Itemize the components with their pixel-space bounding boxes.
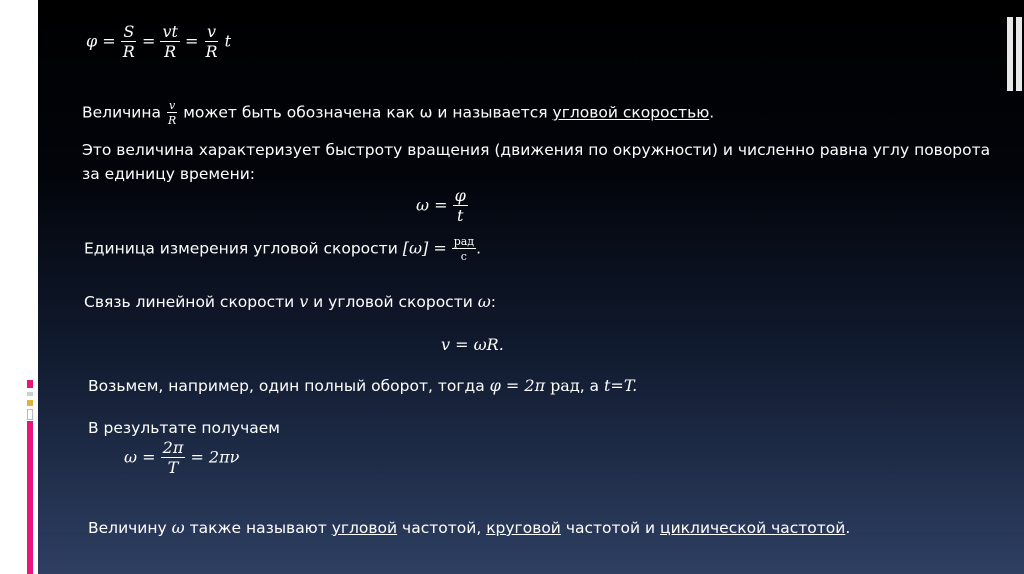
slide xyxy=(38,0,1024,574)
formula-phi: φ = $\frac{S}{R}$ = $\frac{vt}{R}$ = $\frac{v}{R}$ t xyxy=(86,22,232,61)
decor-pink-block xyxy=(27,380,33,388)
description-line-1: Это величина характеризует быстроту вращения (движения по окружности) и численно равна углу поворота xyxy=(82,141,991,159)
term-angular-velocity: угловой скоростью xyxy=(552,103,710,122)
decor-white-block xyxy=(27,409,33,420)
formula-v-omega-r: v = ωR. xyxy=(441,335,504,354)
decor-bar-2 xyxy=(1016,17,1022,91)
angular-velocity-definition: Величина $\frac{v}{R}$ может быть обозначена как ω и называется угловой скоростью. xyxy=(82,99,715,127)
relation-line: Связь линейной скорости v и угловой скорости ω: xyxy=(84,292,497,311)
description-line-2: за единицу времени: xyxy=(82,165,256,183)
full-revolution-line: Возьмем, например, один полный оборот, тогда φ = 2π рад, а t=T. xyxy=(88,376,638,395)
unit-line: Единица измерения угловой скорости [ω] = $\frac{\text{рад}}{с}$ . xyxy=(84,235,482,263)
decor-gray-line xyxy=(27,392,33,396)
formula-omega-phi-t: ω = $\frac{\varphi}{t}$ xyxy=(416,186,466,225)
formula-omega-2pi: ω = $\frac{2\pi}{T}$ = 2πν xyxy=(124,438,240,477)
decor-gold-block xyxy=(27,400,33,406)
result-line: В результате получаем xyxy=(88,419,280,437)
decor-bar-1 xyxy=(1007,17,1013,91)
frequency-names-line: Величину ω также называют угловой частотой, круговой частотой и циклической частотой. xyxy=(88,518,851,537)
decor-pink-bar xyxy=(27,421,33,574)
